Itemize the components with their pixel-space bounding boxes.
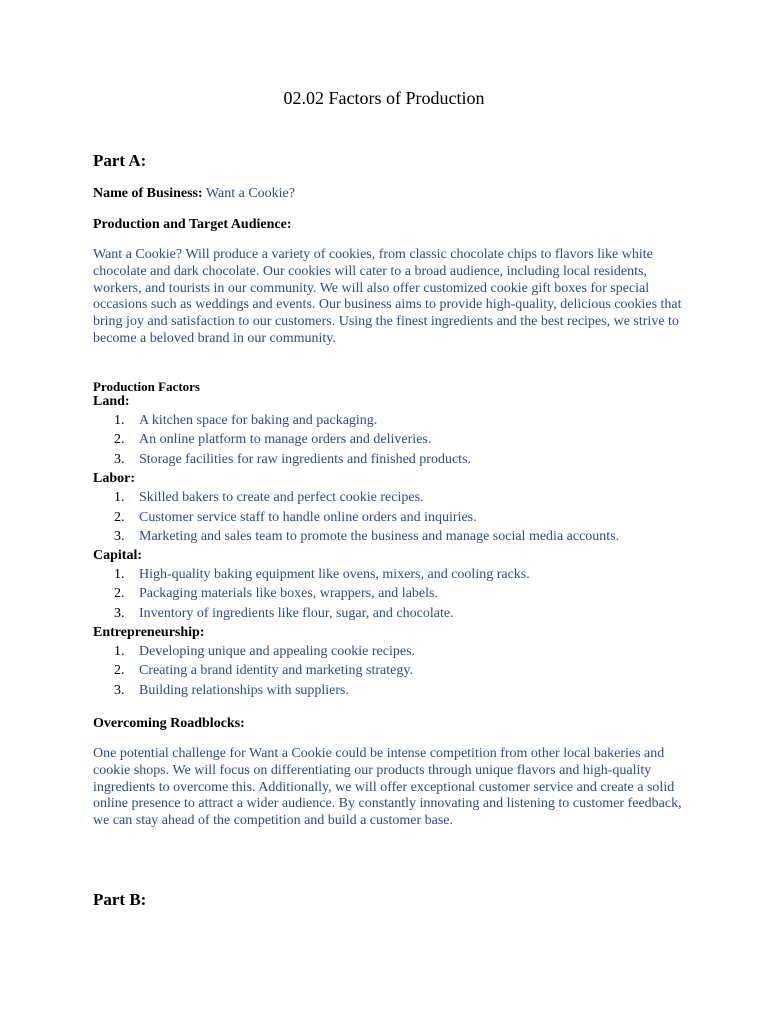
list-number: 1. bbox=[114, 490, 125, 505]
business-name-value: Want a Cookie? bbox=[205, 186, 295, 201]
page-title: 02.02 Factors of Production bbox=[283, 88, 485, 108]
list-number: 3. bbox=[114, 529, 125, 544]
audience-heading: Production and Target Audience: bbox=[93, 217, 292, 232]
list-number: 3. bbox=[114, 606, 125, 621]
list-text: Inventory of ingredients like flour, sugar, and chocolate. bbox=[139, 606, 454, 621]
list-text: Building relationships with suppliers. bbox=[139, 683, 349, 698]
list-number: 3. bbox=[114, 683, 125, 698]
list-text: Marketing and sales team to promote the business and manage social media accounts. bbox=[139, 529, 620, 544]
list-item bbox=[114, 585, 438, 602]
audience-paragraph: Want a Cookie? Will produce a variety of cookies, from classic chocolate chips to flavors like white chocolate and dark chocolate. Our cookies will cater to a broad audience, including local residents, workers, and tourists in our community. We will also offer customized cookie gift boxes for special occasions such as weddings and events. Our business aims to provide high-quality, delicious cookies that bring joy and satisfaction to our customers. Using the finest ingredients and the best recipes, we strive to become a beloved brand in our community. bbox=[93, 247, 682, 346]
part-b-heading: Part B: bbox=[93, 890, 147, 909]
list-item bbox=[114, 682, 349, 699]
list-number: 1. bbox=[114, 413, 125, 428]
list-item bbox=[114, 662, 413, 679]
list-number: 3. bbox=[114, 452, 125, 467]
part-a-heading: Part A: bbox=[93, 151, 147, 170]
list-item bbox=[114, 509, 477, 526]
list-item bbox=[114, 605, 454, 622]
list-text: Developing unique and appealing cookie recipes. bbox=[139, 644, 416, 659]
list-number: 2. bbox=[114, 510, 125, 525]
list-number: 1. bbox=[114, 567, 125, 582]
business-name-label: Name of Business: bbox=[93, 186, 203, 201]
list-number: 2. bbox=[114, 586, 125, 601]
list-text: High-quality baking equipment like ovens, mixers, and cooling racks. bbox=[139, 567, 530, 582]
list-item bbox=[114, 643, 415, 660]
list-text: Packaging materials like boxes, wrappers, and labels. bbox=[139, 586, 438, 601]
entrepreneurship-label: Entrepreneurship: bbox=[93, 625, 205, 640]
list-item bbox=[114, 528, 619, 545]
list-number: 1. bbox=[114, 644, 125, 659]
list-text: Storage facilities for raw ingredients and finished products. bbox=[139, 452, 472, 467]
list-text: A kitchen space for baking and packaging. bbox=[139, 413, 378, 428]
list-item bbox=[114, 431, 431, 448]
capital-label: Capital: bbox=[93, 548, 142, 563]
business-name-row bbox=[93, 185, 295, 202]
list-number: 2. bbox=[114, 432, 125, 447]
list-number: 2. bbox=[114, 663, 125, 678]
roadblocks-heading: Overcoming Roadblocks: bbox=[93, 716, 245, 731]
roadblocks-paragraph: One potential challenge for Want a Cookie could be intense competition from other local bakeries and cookie shops. We will focus on differentiating our products through unique flavors and high-quality ingredients to overcome this. Additionally, we will offer exceptional customer service and create a solid online presence to attract a wider audience. By constantly innovating and listening to customer feedback, we can stay ahead of the competition and build a customer base. bbox=[93, 746, 682, 829]
production-factors-heading: Production Factors bbox=[93, 379, 200, 394]
list-text: Creating a brand identity and marketing strategy. bbox=[139, 663, 413, 678]
land-label: Land: bbox=[93, 394, 130, 409]
list-text: Skilled bakers to create and perfect cookie recipes. bbox=[139, 490, 424, 505]
list-item bbox=[114, 451, 471, 468]
list-item bbox=[114, 489, 424, 506]
list-text: Customer service staff to handle online orders and inquiries. bbox=[139, 510, 477, 525]
list-text: An online platform to manage orders and deliveries. bbox=[139, 432, 432, 447]
labor-label: Labor: bbox=[93, 471, 135, 486]
list-item bbox=[114, 412, 377, 429]
list-item bbox=[114, 566, 530, 583]
